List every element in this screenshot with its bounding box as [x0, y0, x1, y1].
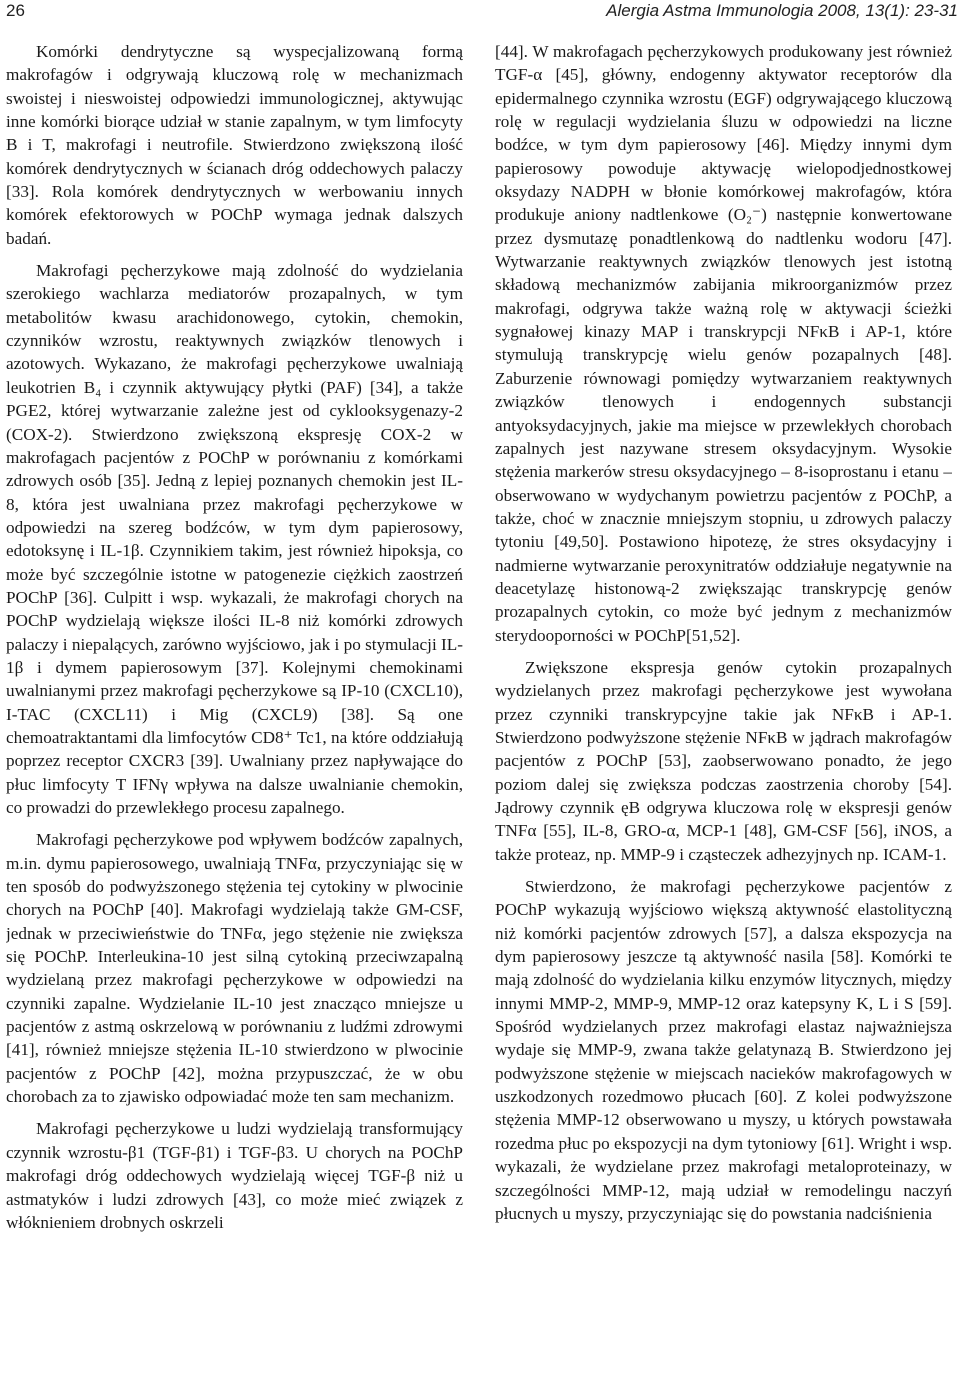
right-column	[495, 40, 952, 1376]
paragraph-elastolytic-activity: Stwierdzono, że makrofagi pęcherzykowe pacjentów z POChP wykazują wyjściowo większą aktywność elastolityczną niż komórki pacjentów zdrowych [57], a dalsza ekspozycja na dym papierosowy jeszcze tą aktywność nasila [58]. Komórki te mają zdolność do wydzielania kilku enzymów litycznych, między innymi MMP-2, MMP-9, MMP-12 oraz katepsyny K, L i S [59]. Spośród wydzielanych przez makrofagi elastaz najważniejsza wydaje się MMP-9, zwana także gelatynazą B. Stwierdzono jej podwyższone stężenie w miejscach nacieków makrofagowych w uszkodzonych rozedmowo płucach [60]. Z kolei podwyższone stężenia MMP-12 obserwowano u myszy, u których powstawała rozedma płuc po ekspozycji na dym tytoniowy [61]. Wright i wsp. wykazali, że wydzielane przez makrofagi metaloproteinazy, w szczególności MMP-12, mają udział w remodelingu naczyń płucnych u myszy, przyczyniając się do powstania nadciśnienia	[495, 877, 952, 1223]
journal-reference: Alergia Astma Immunologia 2008, 13(1): 23-31	[606, 1, 958, 20]
paragraph-tnf-alpha: Makrofagi pęcherzykowe pod wpływem bodźców zapalnych, m.in. dymu papierosowego, uwalniają TNFα, przyczyniając się w ten sposób do podwyższonego stężenia tej cytokiny w plwocinie chorych na POChP [40]. Makrofagi wydzielają także GM-CSF, jednak w przeciwieństwie do TNFα, jego stężenie nie zwiększa się POChP. Interleukina-10 jest silną cytokiną przeciwzapalną wydzielaną przez makrofagi pęcherzykowe w odpowiedzi na czynniki zapalne. Wydzielanie IL-10 jest znacząco mniejsze u pacjentów z astmą oskrzelową w porównaniu z ludźmi zdrowymi [41], również mniejsze stężenia IL-10 stwierdzono w plwocinie pacjentów z POChP [42], można przypuszczać, że w obu chorobach za to zjawisko odpowiadać może ten sam mechanizm.	[6, 830, 463, 1107]
paragraph-tgf-beta: Makrofagi pęcherzykowe u ludzi wydzielają transformujący czynnik wzrostu-β1 (TGF-β1) i TGF-β3. U chorych na POChP makrofagi dróg oddechowych wydzielają więcej TGF-β niż u astmatyków i ludzi zdrowych [43], co może mieć związek z włóknieniem drobnych oskrzeli	[6, 1119, 463, 1232]
page-number: 26	[6, 1, 25, 20]
paragraph-dendritic-cells: Komórki dendrytyczne są wyspecjalizowaną formą makrofagów i odgrywają kluczową rolę w mechanizmach swoistej i nieswoistej odpowiedzi immunologicznej, aktywując inne komórki biorące udział w stanie zapalnym, w tym limfocyty B i T, makrofagi i neutrofile. Stwierdzono zwiększoną ilość komórek dendrytycznych w ścianach dróg oddechowych palaczy [33]. Rola komórek dendrytycznych w werbowaniu innych komórek efektorowych w POChP wymaga jednak dalszych badań.	[6, 42, 463, 248]
page-header	[0, 0, 960, 24]
paragraph-nfkb: Zwiększone ekspresja genów cytokin prozapalnych wydzielanych przez makrofagi pęcherzykowe jest wywołana przez czynniki transkrypcyjne takie jak NFκB i AP-1. Stwierdzono podwyższone stężenie NFκB w jądrach makrofagów pacjentów z POChP [53], zaobserwowano ponadto, że jego poziom dalej się zwiększa podczas zaostrzenia choroby [54]. Jądrowy czynnik ęB odgrywa kluczowa rolę w ekspresji genów TNFα [55], IL-8, GRO-α, MCP-1 [48], GM-CSF [56], iNOS, a także proteaz, np. MMP-9 i cząsteczek adhezyjnych np. ICAM-1.	[495, 657, 952, 864]
paragraph-oxidative-stress: [44]. W makrofagach pęcherzykowych produkowany jest również TGF-α [45], główny, endogenny aktywator receptorów dla epidermalnego czynnika wzrostu (EGF) odgrywającego kluczową rolę w regulacji wydzielania śluzu w odpowiedzi na liczne bodźce, w tym dym papierosowy [46]. Między innymi dym papierosowy powoduje aktywację wielopodjednostkowej oksydazy NADPH w błonie komórkowej makrofagów, która produkuje aniony nadtlenkowe (O₂⁻) następnie konwertowane przez dysmutazę ponadtlenkową do nadtlenku wodoru [47]. Wytwarzanie reaktywnych związków tlenowych jest istotną składową mechanizmów zabijania mikroorganizmów przez makrofagi, odgrywa także ważną rolę w aktywacji ścieżki sygnałowej kinazy MAP i transkrypcji NFκB i AP-1, które stymulują transkrypcję wielu genów pozapalnych [48]. Zaburzenie równowagi pomiędzy wytwarzaniem reaktywnych związków tlenowych i endogennych substancji antyoksydacyjnych, jakie ma miejsce w przewlekłych chorobach zapalnych jest nazywane stresem oksydacyjnym. Wysokie stężenia markerów stresu oksydacyjnego – 8-isoprostanu i etanu – obserwowano w wydychanym powietrzu pacjentów z POChP, a także, choć w znacznie mniejszym stopniu, u zdrowych palaczy tytoniu [49,50]. Postawiono hipotezę, że stres oksydacyjny i nadmierne wytwarzanie peroxynitratów oddziałuje negatywnie na deacetylazę histonową-2 zwiększając transkrypcję genów prozapalnych cytokin, co może być jednym z mechanizmów sterydooporności w POChP[51,52].	[495, 42, 952, 645]
paragraph-alveolar-macrophage-mediators: Makrofagi pęcherzykowe mają zdolność do wydzielania szerokiego wachlarza mediatorów prozapalnych, w tym metabolitów kwasu arachidonowego, cytokin, chemokin, czynników wzrostu, reaktywnych związków tlenowych i azotowych. Wykazano, że makrofagi pęcherzykowe uwalniają leukotrien B₄ i czynnik aktywujący płytki (PAF) [34], a także PGE2, której wytwarzanie zależne jest od cyklooksygenazy-2 (COX-2). Stwierdzono zwiększoną ekspresję COX-2 w makrofagach pacjentów z POChP w porównaniu z komórkami zdrowych osób [35]. Jedną z lepiej poznanych chemokin jest IL-8, która jest uwalniana przez makrofagi pęcherzykowe w odpowiedzi na szereg bodźców, w tym dym papierosowy, edotoksynę i IL-1β. Czynnikiem takim, jest również hipoksja, co może być szczególnie istotne w patogenezie ciężkich zaostrzeń POChP [36]. Culpitt i wsp. wykazali, że makrofagi chorych na POChP wydzielają większe ilości IL-8 niż komórki zdrowych palaczy i niepalących, zarówno wyjściowo, jak i po stymulacji IL-1β i dymem papierosowym [37]. Kolejnymi chemokinami uwalnianymi przez makrofagi pęcherzykowe są IP-10 (CXCL10), I-TAC (CXCL11) i Mig (CXCL9) [38]. Są one chemoatraktantami dla limfocytów CD8⁺ Tc1, na które oddziałują poprzez receptor CXCR3 [39]. Uwalniany przez napływające do płuc limfocyty T IFNγ wpływa na dalsze uwalnianie chemokin, co prowadzi do przewlekłego procesu zapalnego.	[6, 261, 463, 817]
left-column	[6, 40, 463, 1376]
